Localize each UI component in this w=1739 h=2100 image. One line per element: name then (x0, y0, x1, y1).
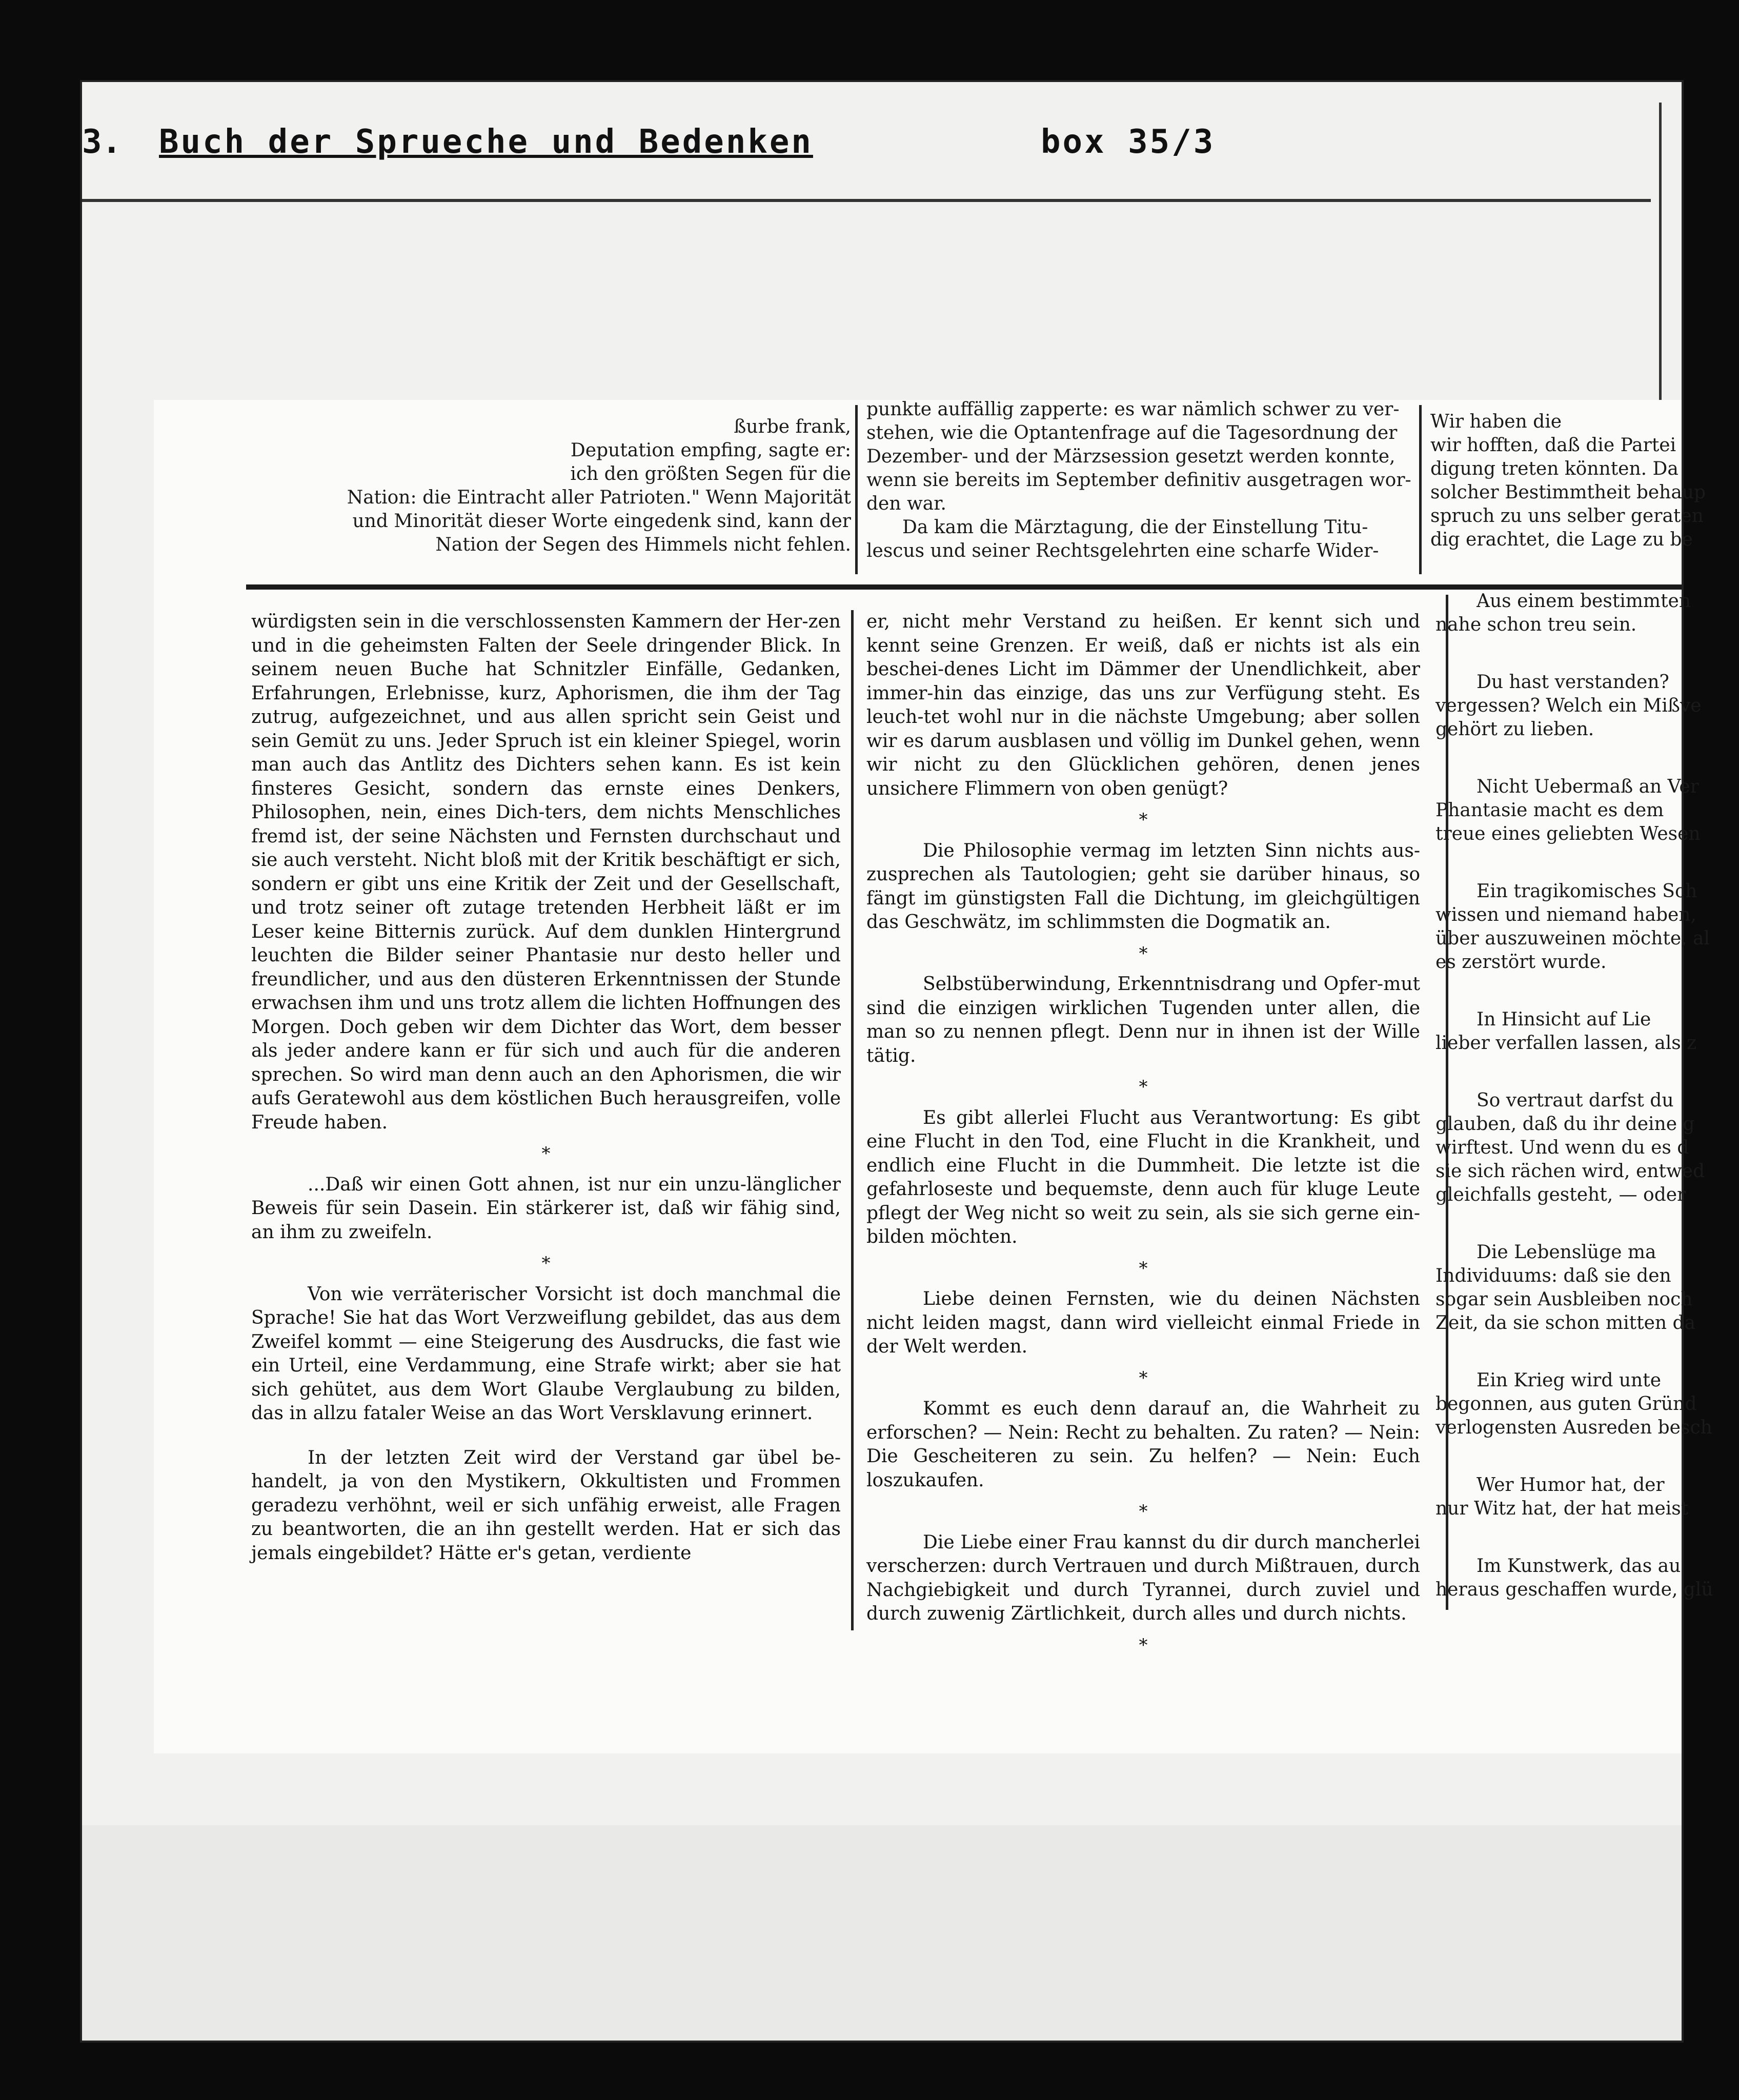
fragment-line: wissen und niemand haben, (1435, 904, 1696, 925)
fragment-line: sogar sein Ausbleiben noch (1435, 1289, 1693, 1310)
fragment-line: Wer Humor hat, der (1477, 1475, 1665, 1496)
upper-fragment-middle (866, 398, 1415, 563)
fragment-line: digung treten könnten. Da (1430, 458, 1679, 479)
paragraph: Die Philosophie vermag im letzten Sinn nichts aus-zusprechen als Tautologien; geht sie darüber hinaus, so fängt im günstigsten Fall die Dichtung, im gleichgültigen das Geschwätz, im schlimmsten die Dogmatik an. (866, 840, 1420, 933)
upper-fragment-right (1430, 410, 1706, 552)
fragment-line: es zerstört wurde. (1435, 952, 1607, 973)
article-divider-rule (246, 584, 1682, 590)
column-rule (851, 610, 854, 1630)
section-separator: * (541, 1253, 551, 1274)
paragraph: er, nicht mehr Verstand zu heißen. Er kennt sich und kennt seine Grenzen. Er weiß, daß er nichts ist als ein beschei-denes Licht im Dämmer der Unendlichkeit, aber immer-hin das einzige, das uns zur Verfügung steht. Es leuch-tet wohl nur in die nächste Umgebung; aber sollen wir es darum ausblasen und völlig im Dunkel gehen, wenn wir nicht zu den Glücklichen gehören, denen jenes unsichere Flimmern von oben genügt? (866, 611, 1420, 799)
section-separator: * (1139, 1634, 1148, 1655)
fragment-line: punkte auffällig zapperte: es war nämlich schwer zu ver- (866, 399, 1400, 420)
fragment-line: ich den größten Segen für die (570, 463, 851, 484)
header-number: 3. (82, 123, 122, 161)
fragment-line: begonnen, aus guten Gründ (1435, 1394, 1697, 1415)
fragment-line: Deputation empfing, sagte er: (570, 440, 851, 461)
column-rule (855, 405, 858, 574)
paragraph: In der letzten Zeit wird der Verstand gar übel be-handelt, ja von den Mystikern, Okkultisten und Frommen geradezu verhöhnt, weil er sich unfähig erweist, alle Fragen zu beantworten, die an ihn gestellt werden. Hat er sich das jemals eingebildet? Hätte er's getan, verdiente (251, 1447, 841, 1564)
column-rule (1419, 405, 1422, 574)
fragment-line: Nation: die Eintracht aller Patrioten." Wenn Majorität (347, 487, 851, 508)
sheet-edge-rule (1659, 103, 1662, 436)
fragment-line: So vertraut darfst du (1477, 1090, 1674, 1111)
fragment-line: treue eines geliebten Wesen (1435, 823, 1701, 844)
fragment-line: verlogensten Ausreden besch (1435, 1417, 1712, 1438)
section-separator: * (1139, 810, 1148, 830)
fragment-line: Dezember- und der Märzsession gesetzt werden konnte, (866, 446, 1396, 467)
fragment-line: Du hast verstanden? (1477, 672, 1669, 693)
paragraph: Selbstüberwindung, Erkenntnisdrang und Opfer-mut sind die einzigen wirklichen Tugenden unter allen, die man so zu nennen pflegt. Denn nur in ihnen ist der Wille tätig. (866, 974, 1420, 1066)
fragment-line: Im Kunstwerk, das au (1477, 1556, 1681, 1577)
fragment-line: wir hofften, daß die Partei (1430, 435, 1676, 456)
fragment-line: Wir haben die (1430, 411, 1562, 432)
fragment-line: solcher Bestimmtheit behaup (1430, 482, 1706, 503)
section-separator: * (1139, 1501, 1148, 1522)
fragment-line: Da kam die Märztagung, die der Einstellung Titu- (902, 517, 1368, 538)
fragment-line: ßurbe frank, (734, 416, 851, 437)
paragraph: Die Liebe einer Frau kannst du dir durch mancherlei verscherzen: durch Vertrauen und durch Mißtrauen, durch Nachgiebigkeit und durch Tyrannei, durch zuviel und durch zuwenig Zärtlichkeit, durch alles und durch nichts. (866, 1531, 1420, 1624)
paragraph: ...Daß wir einen Gott ahnen, ist nur ein unzu-länglicher Beweis für sein Dasein. Ein stärkerer ist, daß wir fähig sind, an ihm zu zweifeln. (251, 1174, 841, 1243)
section-separator: * (1139, 1258, 1148, 1279)
paragraph: Kommt es euch denn darauf an, die Wahrheit zu erforschen? — Nein: Recht zu behalten. Zu raten? — Nein: Die Gescheiteren zu sein. Zu helfen? — Nein: Euch loszukaufen. (866, 1398, 1420, 1491)
fragment-line: wenn sie bereits im September definitiv ausgetragen wor- (866, 470, 1411, 491)
fragment-line: Zeit, da sie schon mitten da (1435, 1312, 1696, 1334)
fragment-line: gleichfalls gesteht, — oder (1435, 1184, 1686, 1205)
section-separator: * (1139, 1367, 1148, 1388)
fragment-line: Ein tragikomisches Sch (1477, 881, 1697, 902)
article-column-3 (1435, 590, 1713, 1602)
fragment-line: gehört zu lieben. (1435, 719, 1594, 740)
fragment-line: dig erachtet, die Lage zu be (1430, 529, 1693, 550)
fragment-line: über auszuweinen möchte, al (1435, 928, 1710, 949)
fragment-line: wirftest. Und wenn du es d (1435, 1137, 1689, 1158)
paragraph: würdigsten sein in die verschlossensten Kammern der Her-zen und in die geheimsten Falten der Seele dringender Blick. In seinem neuen Buche hat Schnitzler Einfälle, Gedanken, Erfahrungen, Erlebnisse, kurz, Aphorismen, die ihm der Tag zutrug, aufgezeichnet, und aus allen spricht sein Geist und sein Gemüt zu uns. Jeder Spruch ist ein kleiner Spiegel, worin man auch das Antlitz des Dichters sehen kann. Es ist kein finsteres Gesicht, sondern das ernste eines Denkers, Philosophen, nein, eines Dich-ters, dem nichts Menschliches fremd ist, der seine Nächsten und Fernsten durchschaut und sie auch versteht. Nicht bloß mit der Kritik beschäftigt er sich, sondern er gibt uns eine Kritik der Zeit und der Gesellschaft, und trotz seiner oft zutage tretenden Herbheit läßt er im Leser keine Bitternis zurück. Auf dem dunklen Hintergrund leuchten die Bilder seiner Phantasie nur desto heller und freundlicher, und aus den düsteren Erkenntnissen der Stunde erwachsen ihm und uns trotz allem die lichten Hoffnungen des Morgen. Doch geben wir dem Dichter das Wort, dem besser als jeder andere kann er für sich und auch für die anderen sprechen. So wird man denn auch an den Aphorismen, die wir aufs Geratewohl aus dem köstlichen Buch herausgreifen, volle Freude haben. (251, 611, 841, 1133)
fragment-line: Phantasie macht es dem (1435, 800, 1664, 821)
paragraph: Von wie verräterischer Vorsicht ist doch manchmal die Sprache! Sie hat das Wort Verzweiflung gebildet, das aus dem Zweifel kommt — eine Steigerung des Ausdrucks, die fast wie ein Urteil, eine Verdammung, eine Strafe wirkt; aber sie hat sich gehütet, aus dem Wort Glaube Verglaubung zu bilden, das in allzu fataler Weise an das Wort Versklavung erinnert. (251, 1283, 841, 1424)
section-separator: * (541, 1143, 551, 1164)
fragment-line: lieber verfallen lassen, als z (1435, 1033, 1697, 1054)
fragment-line: sie sich rächen wird, entwed (1435, 1161, 1705, 1182)
article-column-1 (251, 610, 841, 1565)
paragraph: Liebe deinen Fernsten, wie du deinen Nächsten nicht leiden magst, dann wird vielleicht einmal Friede in der Welt werden. (866, 1288, 1420, 1357)
fragment-line: lescus und seiner Rechtsgelehrten eine scharfe Wider- (866, 540, 1379, 561)
article-column-2 (866, 610, 1420, 1664)
section-separator: * (1139, 1077, 1148, 1097)
folder-header (82, 123, 1620, 205)
paragraph: Es gibt allerlei Flucht aus Verantwortung: Es gibt eine Flucht in den Tod, eine Flucht in die Krankheit, und endlich eine Flucht in die Dummheit. Die letzte ist die gefahrloseste und bequemste, denn auch für kluge Leute pflegt der Weg nicht so weit zu sein, als sie sich gerne ein-bilden möchten. (866, 1107, 1420, 1247)
fragment-line: vergessen? Welch ein Mißve (1435, 695, 1702, 716)
section-separator: * (1139, 943, 1148, 964)
upper-fragment-left (251, 415, 851, 557)
fragment-line: In Hinsicht auf Lie (1477, 1009, 1651, 1030)
fragment-line: nur Witz hat, der hat meist (1435, 1498, 1689, 1519)
fragment-line: spruch zu uns selber geraten (1430, 506, 1704, 527)
fragment-line: Ein Krieg wird unte (1477, 1370, 1661, 1391)
header-rule (82, 199, 1651, 202)
fragment-line: Die Lebenslüge ma (1477, 1242, 1656, 1263)
fragment-line: stehen, wie die Optantenfrage auf die Tagesordnung der (866, 422, 1398, 443)
header-box-label: box 35/3 (1041, 123, 1216, 161)
sheet-lower-area (82, 1825, 1682, 2041)
fragment-line: Aus einem bestimmten (1477, 591, 1691, 612)
fragment-line: und Minorität dieser Worte eingedenk sind, kann der (352, 511, 851, 532)
fragment-line: nahe schon treu sein. (1435, 614, 1637, 635)
fragment-line: den war. (866, 493, 946, 514)
fragment-line: Nation der Segen des Himmels nicht fehlen. (435, 534, 851, 555)
fragment-line: heraus geschaffen wurde, glü (1435, 1579, 1713, 1600)
fragment-line: Nicht Uebermaß an Ver (1477, 776, 1699, 797)
fragment-line: Individuums: daß sie den (1435, 1265, 1671, 1286)
header-title: Buch der Sprueche und Bedenken (159, 123, 813, 161)
fragment-line: glauben, daß du ihr deine g (1435, 1114, 1695, 1135)
